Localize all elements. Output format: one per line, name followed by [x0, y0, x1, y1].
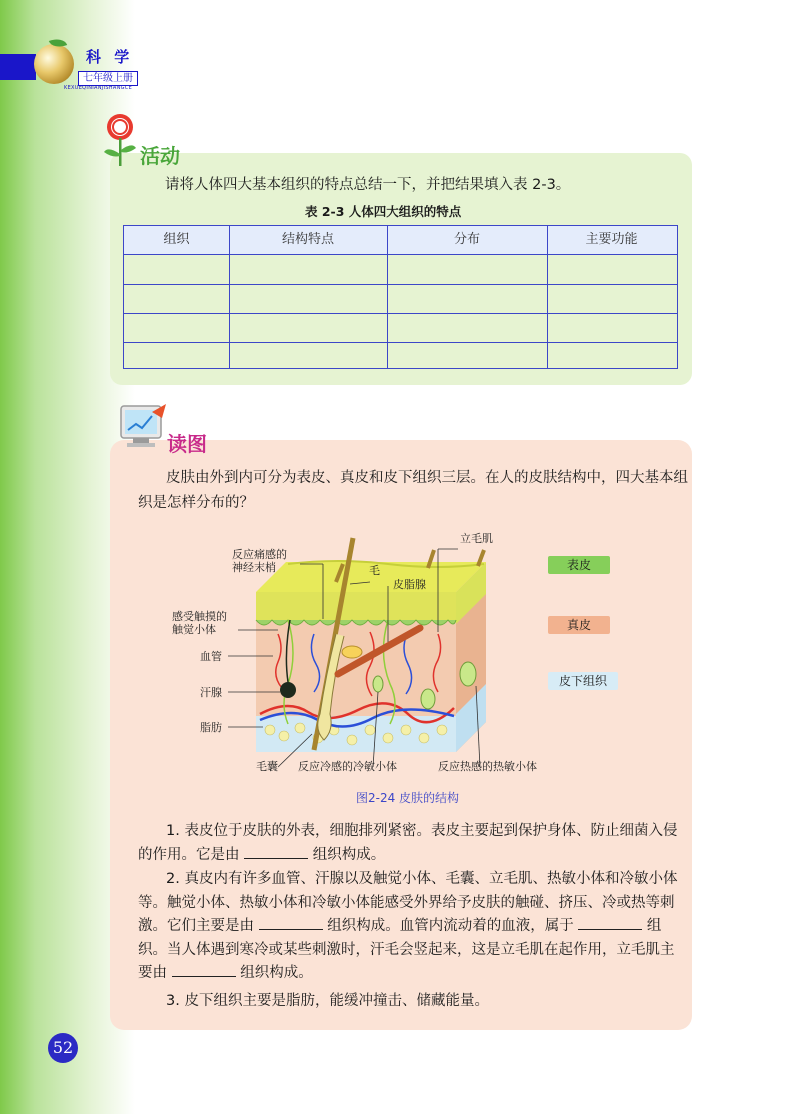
table-caption: 表 2-3 人体四大组织的特点 — [305, 204, 462, 219]
label-hair-follicle: 毛囊 — [256, 760, 278, 773]
activity-title: 活动 — [140, 144, 180, 168]
read-title: 读图 — [167, 432, 207, 456]
table-header-cell: 组织 — [163, 232, 190, 247]
subject-title: 科 学 — [86, 48, 134, 66]
table-divider — [387, 226, 388, 368]
table-divider — [547, 226, 548, 368]
label-blood-vessel: 血管 — [200, 650, 222, 663]
table-header-row — [124, 226, 677, 255]
monitor-chart-icon — [118, 400, 170, 456]
read-intro: 皮肤由外到内可分为表皮、真皮和皮下组织三层。在人的皮肤结构中，四大基本组织是怎样分布的？ — [138, 470, 688, 511]
item-1-paragraph: 1. 表皮位于皮肤的外表，细胞排列紧密。表皮主要起到保护身体、防止细菌入侵的作用。它是由 组织构成。 — [138, 823, 678, 863]
table-divider — [229, 226, 230, 368]
answer-blank[interactable] — [244, 846, 308, 859]
tissue-table — [123, 225, 678, 369]
table-row-divider — [124, 342, 677, 343]
answer-blank[interactable] — [172, 964, 236, 977]
label-pain-nerve: 反应痛感的 神经末梢 — [232, 548, 287, 574]
globe-logo-icon — [34, 44, 74, 84]
label-heat-receptor: 反应热感的热敏小体 — [438, 760, 537, 773]
item-2-paragraph: 2. 真皮内有许多血管、汗腺以及触觉小体、毛囊、立毛肌、热敏小体和冷敏小体等。触觉小体、热敏小体和冷敏小体能感受外界给予皮肤的触碰、挤压、冷或热等刺激。它们主要是由 组织构成。血管内流动着的血液，属于 组织。当人体遇到寒冷或某些刺激时，汗毛会竖起来，这是立毛肌在起作用，立毛肌主要由 组织构成。 — [138, 871, 678, 981]
table-header-cell: 分布 — [453, 232, 480, 247]
label-sebaceous-gland: 皮脂腺 — [393, 578, 426, 591]
layer-epidermis-tag: 表皮 — [548, 556, 610, 574]
table-row-divider — [124, 284, 677, 285]
label-fat: 脂肪 — [200, 721, 222, 734]
header-color-bar — [0, 54, 36, 80]
table-row-divider — [124, 313, 677, 314]
flower-activity-icon — [100, 112, 140, 168]
activity-intro: 请将人体四大基本组织的特点总结一下，并把结果填入表 2-3。 — [165, 177, 571, 193]
answer-blank[interactable] — [259, 917, 323, 930]
page-number: 52 — [48, 1033, 78, 1063]
answer-blank[interactable] — [578, 917, 642, 930]
label-touch-corpuscle: 感受触摸的 触觉小体 — [172, 610, 227, 636]
label-hair: 毛 — [369, 564, 380, 577]
label-cold-receptor: 反应冷感的冷敏小体 — [298, 760, 397, 773]
label-arrector-pili: 立毛肌 — [460, 532, 493, 545]
grade-label: 七年级上册 — [78, 71, 138, 86]
label-sweat-gland: 汗腺 — [200, 686, 222, 699]
layer-dermis-tag: 真皮 — [548, 616, 610, 634]
table-header-cell: 结构特点 — [281, 232, 334, 247]
skin-structure-figure — [138, 524, 628, 786]
item-3-paragraph: 3. 皮下组织主要是脂肪，能缓冲撞击、储藏能量。 — [166, 993, 489, 1009]
figure-caption: 图2-24 皮肤的结构 — [356, 791, 460, 805]
table-header-cell: 主要功能 — [585, 232, 638, 247]
layer-subcutaneous-tag: 皮下组织 — [548, 672, 618, 690]
pinyin-label: KEXUEQINIANJISHANGCE — [64, 85, 133, 91]
